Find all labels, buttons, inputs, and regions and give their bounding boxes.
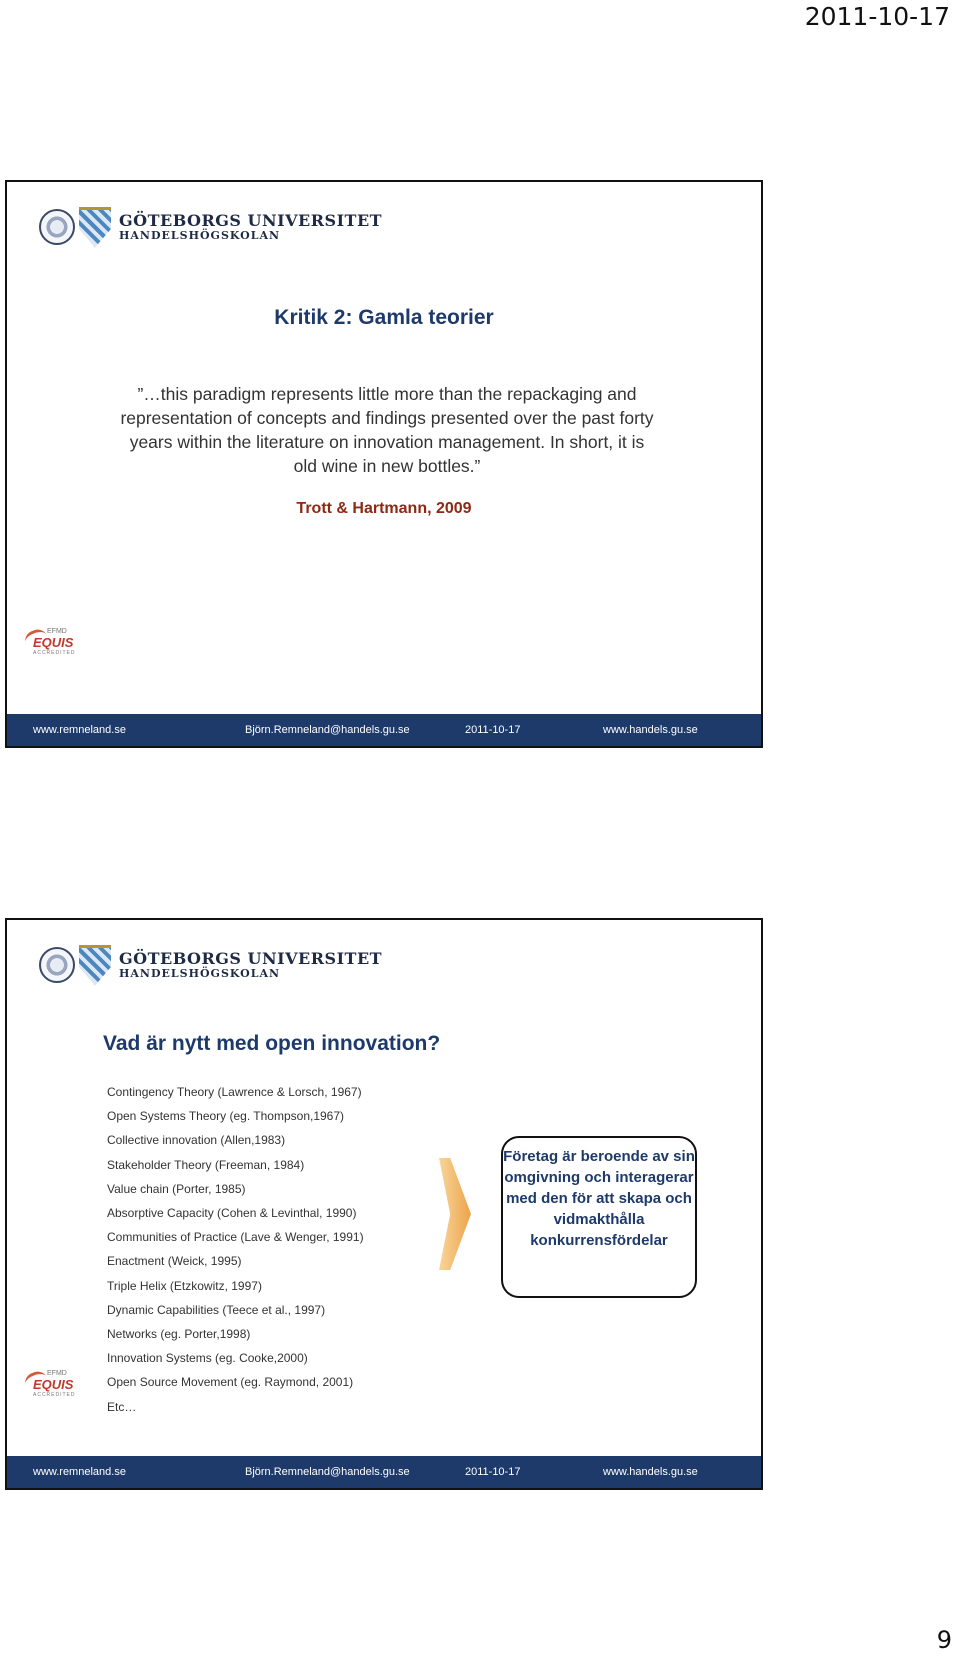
footer-website: www.remneland.se xyxy=(33,1466,126,1478)
chevron-right-icon xyxy=(439,1158,471,1270)
footer-school-site: www.handels.gu.se xyxy=(603,724,698,736)
equis-logo: EFMD EQUIS ACCREDITED xyxy=(25,628,76,656)
footer-email: Björn.Remneland@handels.gu.se xyxy=(245,724,410,736)
slide-footer xyxy=(7,1456,761,1488)
list-item: Value chain (Porter, 1985) xyxy=(107,1181,246,1196)
footer-date: 2011-10-17 xyxy=(465,1466,521,1478)
footer-school-site: www.handels.gu.se xyxy=(603,1466,698,1478)
logo-school-name: HANDELSHÖGSKOLAN xyxy=(119,228,281,242)
page-number: 9 xyxy=(936,1626,952,1654)
slide-1 xyxy=(5,180,763,748)
footer-email: Björn.Remneland@handels.gu.se xyxy=(245,1466,410,1478)
slide-title: Kritik 2: Gamla teorier xyxy=(274,306,494,329)
list-item: Open Source Movement (eg. Raymond, 2001) xyxy=(107,1375,354,1390)
quote-citation: Trott & Hartmann, 2009 xyxy=(296,500,472,517)
list-item: Enactment (Weick, 1995) xyxy=(107,1254,242,1269)
list-item: Absorptive Capacity (Cohen & Levinthal, 1990) xyxy=(107,1206,357,1221)
list-item: Networks (eg. Porter,1998) xyxy=(107,1327,251,1342)
list-item: Communities of Practice (Lave & Wenger, 1991) xyxy=(107,1230,364,1245)
list-item: Innovation Systems (eg. Cooke,2000) xyxy=(107,1351,308,1366)
callout-box: Företag är beroende av sin omgivning och interagerar med den för att skapa och vidmakthålla konkurrensfördelar xyxy=(501,1136,697,1298)
logo-school-name: HANDELSHÖGSKOLAN xyxy=(119,966,281,980)
logo-university-name: GÖTEBORGS UNIVERSITET xyxy=(119,949,383,969)
list-item: Open Systems Theory (eg. Thompson,1967) xyxy=(107,1109,345,1124)
list-item: Dynamic Capabilities (Teece et al., 1997) xyxy=(107,1302,326,1317)
footer-website: www.remneland.se xyxy=(33,724,126,736)
footer-date: 2011-10-17 xyxy=(465,724,521,736)
equis-logo: EFMD EQUIS ACCREDITED xyxy=(25,1370,76,1398)
slide-title: Vad är nytt med open innovation? xyxy=(103,1032,441,1055)
list-item: Collective innovation (Allen,1983) xyxy=(107,1133,286,1148)
page-date: 2011-10-17 xyxy=(804,2,950,31)
slide-footer xyxy=(7,714,761,746)
theory-list xyxy=(107,1080,364,1419)
crest-icon xyxy=(79,207,111,248)
slide-2 xyxy=(5,918,763,1490)
crest-icon xyxy=(79,945,111,986)
university-seal-icon xyxy=(39,947,75,983)
list-item: Etc… xyxy=(107,1399,137,1414)
logo-university-name: GÖTEBORGS UNIVERSITET xyxy=(119,211,383,231)
list-item: Stakeholder Theory (Freeman, 1984) xyxy=(107,1157,305,1172)
university-logo xyxy=(39,940,382,990)
quote-text: ”…this paradigm represents little more than the repackaging and representation of concepts and findings presented over the past forty years within the literature on innovation management. In short, it is old wine in new bottles.” xyxy=(120,384,654,476)
list-item: Contingency Theory (Lawrence & Lorsch, 1967) xyxy=(107,1085,362,1099)
university-seal-icon xyxy=(39,209,75,245)
list-item: Triple Helix (Etzkowitz, 1997) xyxy=(107,1278,262,1293)
university-logo xyxy=(39,202,382,252)
